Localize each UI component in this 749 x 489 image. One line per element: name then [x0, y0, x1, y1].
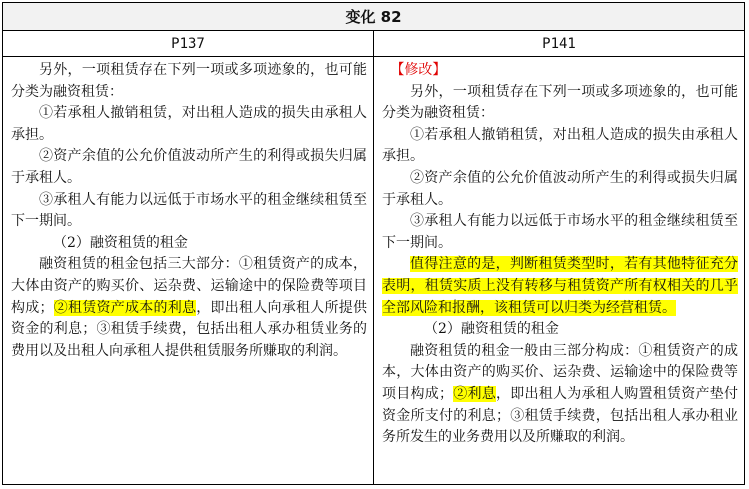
left-rent-paragraph — [11, 254, 367, 362]
left-item-3: ③承租人有能力以远低于市场水平的租金继续租赁至下一期间。 — [11, 191, 367, 230]
right-rent-paragraph — [382, 341, 738, 449]
right-rent-text-a: 融资租赁的租金一般由三部分构成：①租赁资产的成本，大体由资产的购买价、运杂费、运输途中的保险费等项目构成； — [382, 342, 738, 402]
right-item-1: ①若承租人撤销租赁，对出租人造成的损失由承租人承担。 — [382, 126, 738, 165]
right-paragraph-intro: 另外，一项租赁存在下列一项或多项迹象的，也可能分类为融资租赁： — [382, 83, 738, 122]
left-paragraph-intro: 另外，一项租赁存在下列一项或多项迹象的，也可能分类为融资租赁： — [11, 62, 367, 100]
comparison-table — [2, 2, 745, 485]
column-header-right: P141 — [373, 31, 744, 56]
right-rent-text-b: ，即出租人为承租人购置租赁资产垫付资金所支付的利息；③租赁手续费，包括出租人承办租业务所发生的业务费用以及所赚取的利润。 — [382, 385, 738, 446]
left-item-2: ②资产余值的公允价值波动所产生的利得或损失归属于承租人。 — [11, 148, 367, 186]
left-item-1: ①若承租人撤销租赁，对出租人造成的损失由承租人承担。 — [11, 105, 367, 143]
column-header-left: P137 — [171, 35, 205, 52]
table-title: 变化 82 — [3, 3, 744, 31]
right-subheading: （2）融资租赁的租金 — [424, 321, 559, 338]
column-header-row — [3, 31, 744, 57]
left-rent-text-a: 融资租赁的租金包括三大部分：①租赁资产的成本，大体由资产的购买价、运杂费、运输途中的保险费等项目构成； — [11, 256, 367, 316]
left-subheading: （2）融资租赁的租金 — [53, 234, 188, 251]
right-item-3: ③承租人有能力以远低于市场水平的租金继续租赁至下一期间。 — [382, 213, 738, 251]
left-rent-highlight: ②租赁资产成本的利息 — [53, 299, 197, 316]
revision-mark: 【修改】 — [390, 62, 447, 78]
right-added-note — [382, 254, 738, 319]
left-rent-text-b: ，即出租人向承租人所提供资金的利息；③租赁手续费，包括出租人承办租赁业务的费用以及出租人向承租人提供租赁服务所赚取的利润。 — [11, 299, 367, 359]
right-item-2: ②资产余值的公允价值波动所产生的利得或损失归属于承租人。 — [382, 169, 738, 208]
right-column — [373, 57, 744, 484]
right-rent-highlight: ②利息 — [453, 385, 496, 402]
left-column — [3, 57, 373, 484]
right-added-note-highlight: 值得注意的是，判断租赁类型时，若有其他特征充分表明，租赁实质上没有转移与租赁资产所有权相关的几乎全部风险和报酬，该租赁可以归类为经营租赁。 — [382, 256, 738, 316]
